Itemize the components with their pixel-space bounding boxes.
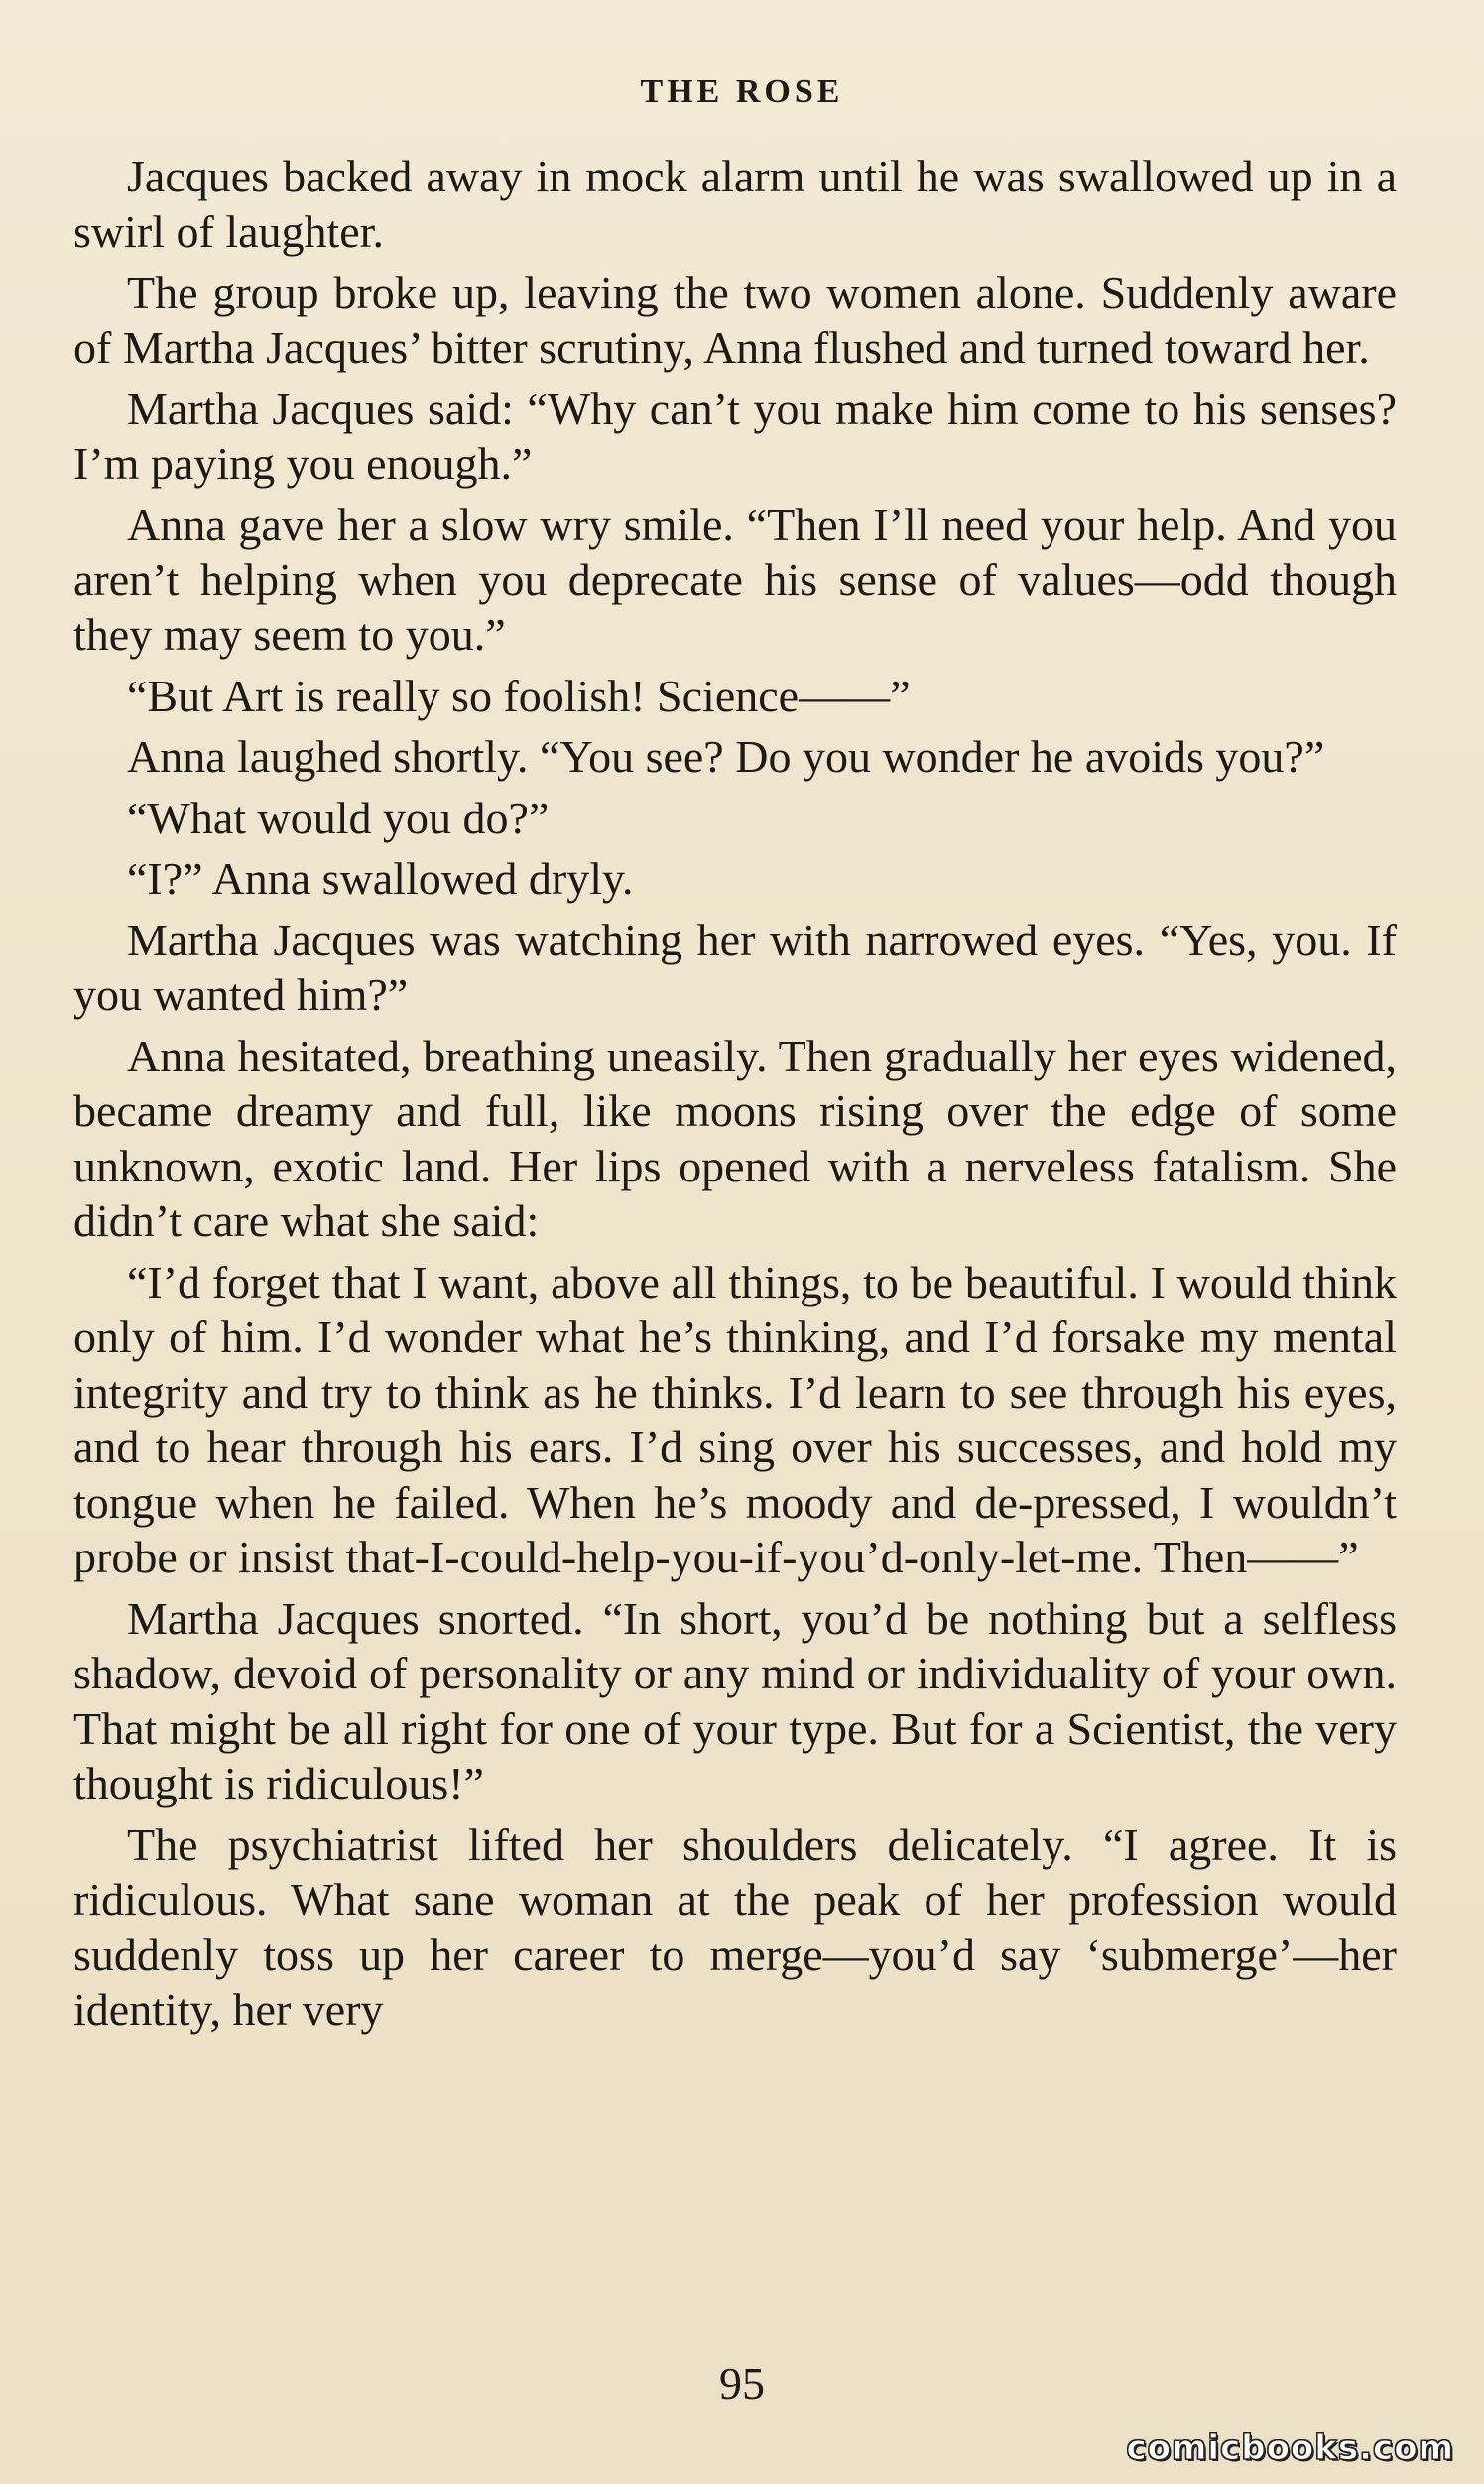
paragraph: Martha Jacques was watching her with narrowed eyes. “Yes, you. If you wanted him?” bbox=[73, 914, 1397, 1020]
paragraph: “I?” Anna swallowed dryly. bbox=[127, 853, 634, 904]
paragraph: The psychiatrist lifted her shoulders delicately. “I agree. It is ridiculous. What sane woman at the peak of her profession would suddenly toss up her career to merge—you’d say ‘submerge’—her identity, her very bbox=[73, 1818, 1397, 2035]
paragraph: Martha Jacques said: “Why can’t you make him come to his senses? I’m paying you enough.” bbox=[73, 383, 1397, 489]
page-number: 95 bbox=[719, 2358, 765, 2409]
paragraph: The group broke up, leaving the two women alone. Suddenly aware of Martha Jacques’ bitter scrutiny, Anna flushed and turned toward her. bbox=[73, 267, 1397, 373]
paragraph: “But Art is really so foolish! Science——” bbox=[127, 670, 911, 721]
paragraph: Jacques backed away in mock alarm until he was swallowed up in a swirl of laughter. bbox=[73, 151, 1397, 257]
paragraph: “I’d forget that I want, above all things, to be beautiful. I would think only of him. I’d wonder what he’s thinking, and I’d forsake my mental integrity and try to think as he thinks. I’d learn to see through his eyes, and to hear through his ears. I’d sing over his successes, and hold my tongue when he failed. When he’s moody and de-pressed, I wouldn’t probe or insist that-I-could-help-you-if-you’d-only-let-me. Then——” bbox=[73, 1256, 1397, 1582]
watermark: comicbooks.com bbox=[1126, 2428, 1454, 2468]
paragraph: Anna laughed shortly. “You see? Do you wonder he avoids you?” bbox=[127, 731, 1325, 782]
paragraph: Martha Jacques snorted. “In short, you’d be nothing but a selfless shadow, devoid of personality or any mind or individuality of your own. That might be all right for one of your type. But for a Scientist, the very thought is ridiculous!” bbox=[73, 1592, 1397, 1808]
paragraph: “What would you do?” bbox=[127, 792, 550, 843]
running-head: THE ROSE bbox=[640, 73, 844, 110]
paragraph: Anna gave her a slow wry smile. “Then I’ll need your help. And you aren’t helping when you deprecate his sense of values—odd though they may seem to you.” bbox=[73, 499, 1397, 660]
body-text bbox=[73, 149, 1397, 2044]
paragraph: Anna hesitated, breathing uneasily. Then gradually her eyes widened, became dreamy and full, like moons rising over the edge of some unknown, exotic land. Her lips opened with a nerveless fatalism. She didn’t care what she said: bbox=[73, 1030, 1397, 1246]
